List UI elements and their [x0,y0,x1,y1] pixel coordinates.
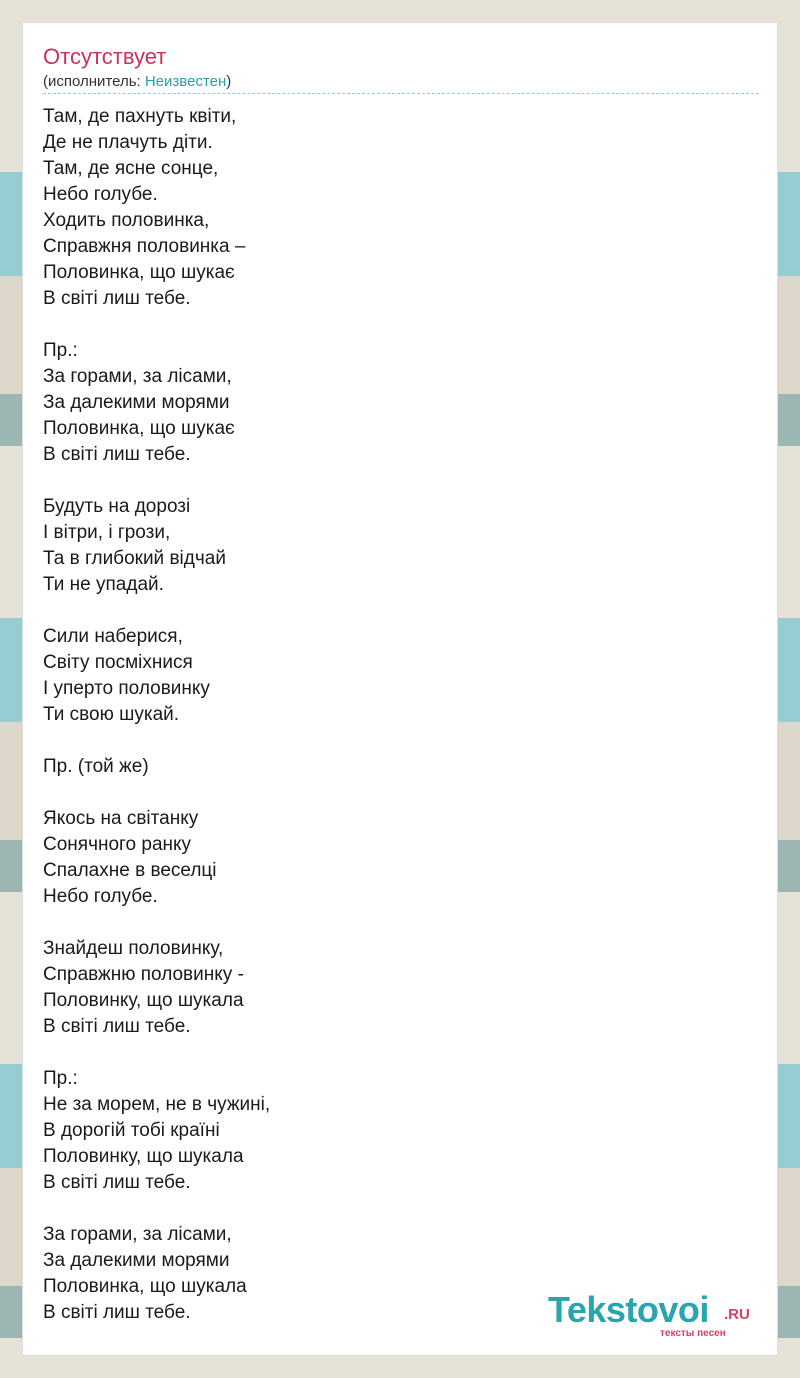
lyric-line: Будуть на дорозі [43,496,191,517]
lyric-line: Половинка, що шукала [43,1276,247,1297]
artist-link[interactable]: Неизвестен [144,73,227,90]
lyric-line: Пр.: [43,340,78,361]
stanza-break [43,780,759,806]
logo-tagline: тексты песен [660,1328,726,1339]
artist-line [43,73,231,90]
lyric-line: Небо голубе. [43,886,158,907]
artist-prefix: (исполнитель: [43,73,145,90]
stanza-break [43,312,759,338]
lyric-line: Там, де пахнуть квіти, [43,106,237,127]
site-logo[interactable] [548,1289,768,1337]
lyric-line: Справжня половинка – [43,236,246,257]
lyric-line: Ти не упадай. [43,574,164,595]
lyric-line: За горами, за лісами, [43,366,232,387]
stanza-break [43,598,759,624]
lyric-line: Половинка, що шукає [43,262,235,283]
logo-domain: .RU [724,1306,750,1323]
lyric-line: Ти свою шукай. [43,704,180,725]
stanza-break [43,468,759,494]
lyric-line: За далекими морями [43,1250,230,1271]
lyric-line: Половинку, що шукала [43,990,244,1011]
stanza-break [43,910,759,936]
lyric-line: В світі лиш тебе. [43,1172,191,1193]
stanza-break [43,1196,759,1222]
lyric-line: Половинку, що шукала [43,1146,244,1167]
lyric-line: В світі лиш тебе. [43,1302,191,1323]
lyric-line: Сили наберися, [43,626,183,647]
lyric-line: Та в глибокий відчай [43,548,226,569]
lyric-line: Сонячного ранку [43,834,192,855]
lyric-line: За горами, за лісами, [43,1224,232,1245]
logo-wordmark: Tekstovoi [548,1289,709,1330]
lyric-line: За далекими морями [43,392,230,413]
lyric-line: Пр. (той же) [43,756,149,777]
lyrics-card [22,22,778,1356]
stanza-break [43,1040,759,1066]
song-title: Отсутствует [43,44,167,69]
lyric-line: Світу посміхнися [43,652,193,673]
lyric-line: Не за морем, не в чужині, [43,1094,271,1115]
lyric-line: Там, де ясне сонце, [43,158,219,179]
lyrics-text [43,104,759,1326]
lyric-line: Де не плачуть діти. [43,132,213,153]
divider [43,93,759,94]
lyric-line: І уперто половинку [43,678,210,699]
lyric-line: Спалахне в веселці [43,860,217,881]
lyric-line: І вітри, і грози, [43,522,171,543]
lyric-line: В світі лиш тебе. [43,288,191,309]
lyric-line: Якось на світанку [43,808,199,829]
lyric-line: Половинка, що шукає [43,418,235,439]
lyric-line: В світі лиш тебе. [43,1016,191,1037]
artist-suffix: ) [226,73,232,90]
lyric-line: Ходить половинка, [43,210,210,231]
lyric-line: В дорогій тобі країні [43,1120,220,1141]
lyric-line: Пр.: [43,1068,78,1089]
lyric-line: Небо голубе. [43,184,158,205]
lyric-line: Справжню половинку - [43,964,244,985]
stanza-break [43,728,759,754]
lyric-line: В світі лиш тебе. [43,444,191,465]
lyric-line: Знайдеш половинку, [43,938,224,959]
